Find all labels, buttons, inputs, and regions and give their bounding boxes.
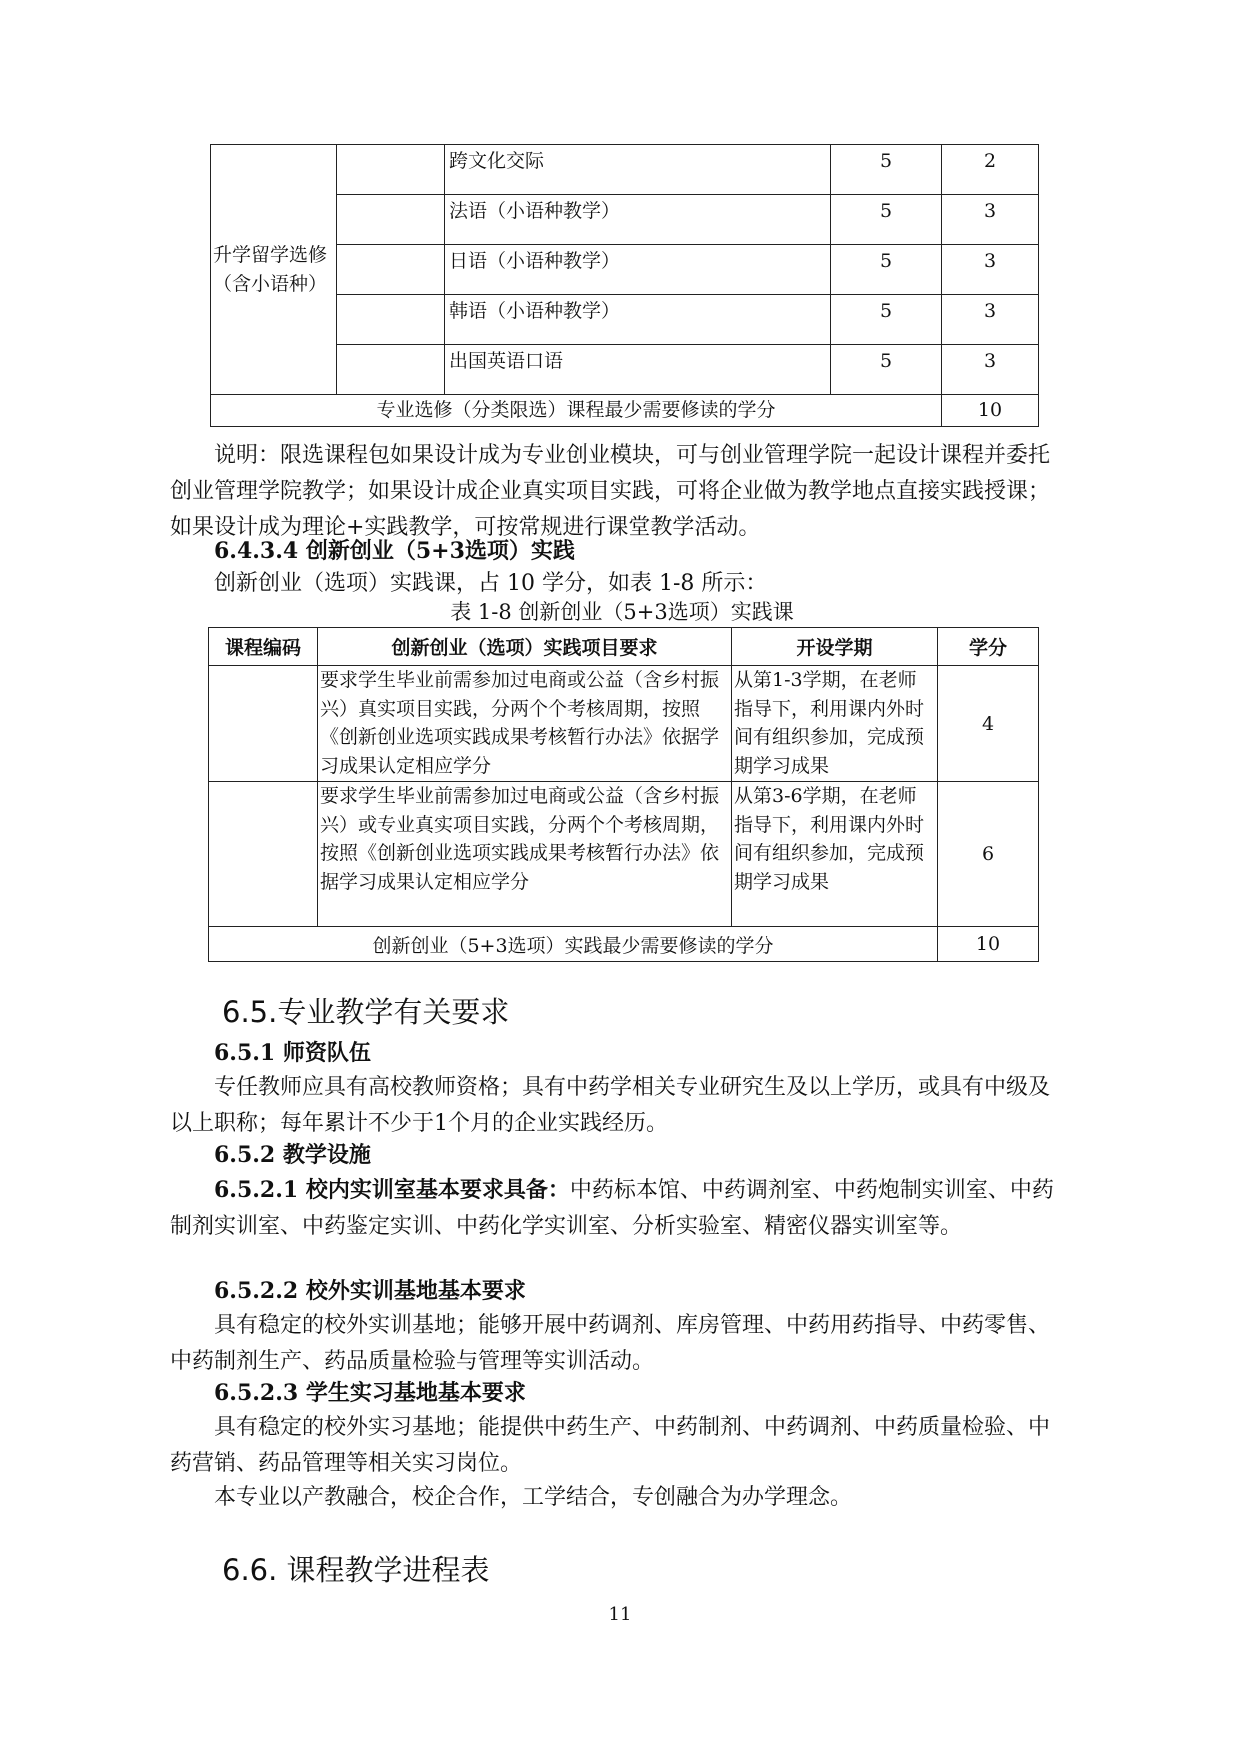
course-hours: 5 <box>831 195 942 245</box>
footer-value: 10 <box>938 927 1039 962</box>
table-caption: 表 1-8 创新创业（5+3选项）实践课 <box>450 600 794 624</box>
practice-requirement: 要求学生毕业前需参加过电商或公益（含乡村振兴）或专业真实项目实践，分两个个考核周期，按照《创新创业选项实践成果考核暂行办法》依据学习成果认定相应学分 <box>318 782 732 927</box>
practice-requirement: 要求学生毕业前需参加过电商或公益（含乡村振兴）真实项目实践，分两个个考核周期，按照《创新创业选项实践成果考核暂行办法》依据学习成果认定相应学分 <box>318 666 732 782</box>
note-paragraph: 说明：限选课程包如果设计成为专业创业模块，可与创业管理学院一起设计课程并委托创业管理学院教学；如果设计成企业真实项目实践，可将企业做为教学地点直接实践授课；如果设计成为理论+实践教学，可按常规进行课堂教学活动。 <box>170 443 1051 540</box>
section-heading-6434: 6.4.3.4 创新创业（5+3选项）实践 <box>214 538 575 564</box>
column-header: 创新创业（选项）实践项目要求 <box>318 628 732 666</box>
course-code-cell <box>209 782 318 927</box>
table-footer-row <box>211 395 1039 427</box>
course-code-cell <box>337 145 445 195</box>
course-credit: 3 <box>942 345 1039 395</box>
course-credit: 3 <box>942 195 1039 245</box>
course-credit: 3 <box>942 295 1039 345</box>
table-row <box>209 666 1039 782</box>
innovation-practice-table <box>208 627 1039 962</box>
page-number: 11 <box>608 1604 632 1625</box>
course-code-cell <box>337 245 445 295</box>
course-name: 出国英语口语 <box>445 345 831 395</box>
footer-label: 创新创业（5+3选项）实践最少需要修读的学分 <box>209 927 938 962</box>
course-credit: 2 <box>942 145 1039 195</box>
column-header: 学分 <box>938 628 1039 666</box>
section-heading-66: 6.6. 课程教学进程表 <box>222 1553 490 1587</box>
credit-cell: 6 <box>938 782 1039 927</box>
subsection-6521 <box>170 1172 1070 1245</box>
subsection-heading-652: 6.5.2 教学设施 <box>214 1142 371 1168</box>
subsection-heading-651: 6.5.1 师资队伍 <box>214 1040 371 1066</box>
course-hours: 5 <box>831 345 942 395</box>
subsection-heading-6521: 6.5.2.1 校内实训室基本要求具备： <box>214 1177 570 1203</box>
course-name: 跨文化交际 <box>445 145 831 195</box>
course-group-label: 升学留学选修（含小语种） <box>211 145 337 395</box>
subsection-heading-6523: 6.5.2.3 学生实习基地基本要求 <box>214 1380 526 1406</box>
course-code-cell <box>337 195 445 245</box>
course-name: 日语（小语种教学） <box>445 245 831 295</box>
column-header: 开设学期 <box>732 628 938 666</box>
course-credit: 3 <box>942 245 1039 295</box>
course-hours: 5 <box>831 295 942 345</box>
table-header-row <box>209 628 1039 666</box>
course-name: 韩语（小语种教学） <box>445 295 831 345</box>
semester-cell: 从第3-6学期，在老师指导下，利用课内外时间有组织参加，完成预期学习成果 <box>732 782 938 927</box>
table-row <box>209 782 1039 927</box>
course-code-cell <box>337 345 445 395</box>
course-code-cell <box>209 666 318 782</box>
subsection-text-651: 专任教师应具有高校教师资格；具有中药学相关专业研究生及以上学历，或具有中级及以上职称；每年累计不少于1个月的企业实践经历。 <box>170 1075 1051 1136</box>
footer-value: 10 <box>942 395 1039 427</box>
course-hours: 5 <box>831 245 942 295</box>
column-header: 课程编码 <box>209 628 318 666</box>
footer-label: 专业选修（分类限选）课程最少需要修读的学分 <box>211 395 942 427</box>
table-row <box>211 145 1039 195</box>
section-heading-65: 6.5.专业教学有关要求 <box>222 995 510 1029</box>
subsection-text-6523: 具有稳定的校外实习基地；能提供中药生产、中药制剂、中药调剂、中药质量检验、中药营销、药品管理等相关实习岗位。 <box>170 1415 1051 1476</box>
course-name: 法语（小语种教学） <box>445 195 831 245</box>
credit-cell: 4 <box>938 666 1039 782</box>
subsection-text-6522: 具有稳定的校外实训基地；能够开展中药调剂、库房管理、中药用药指导、中药零售、中药制剂生产、药品质量检验与管理等实训活动。 <box>170 1313 1051 1374</box>
subsection-text-6521: 中药标本馆、中药调剂室、中药炮制实训室、中药制剂实训室、中药鉴定实训、中药化学实训室、分析实验室、精密仪器实训室等。 <box>170 1178 1054 1239</box>
table-footer-row <box>209 927 1039 962</box>
course-hours: 5 <box>831 145 942 195</box>
section-intro: 创新创业（选项）实践课，占 10 学分，如表 1-8 所示： <box>214 571 768 596</box>
semester-cell: 从第1-3学期，在老师指导下，利用课内外时间有组织参加，完成预期学习成果 <box>732 666 938 782</box>
closing-paragraph: 本专业以产教融合，校企合作，工学结合，专创融合为办学理念。 <box>214 1485 853 1510</box>
subsection-heading-6522: 6.5.2.2 校外实训基地基本要求 <box>214 1278 526 1304</box>
elective-course-table <box>210 144 1039 427</box>
course-code-cell <box>337 295 445 345</box>
